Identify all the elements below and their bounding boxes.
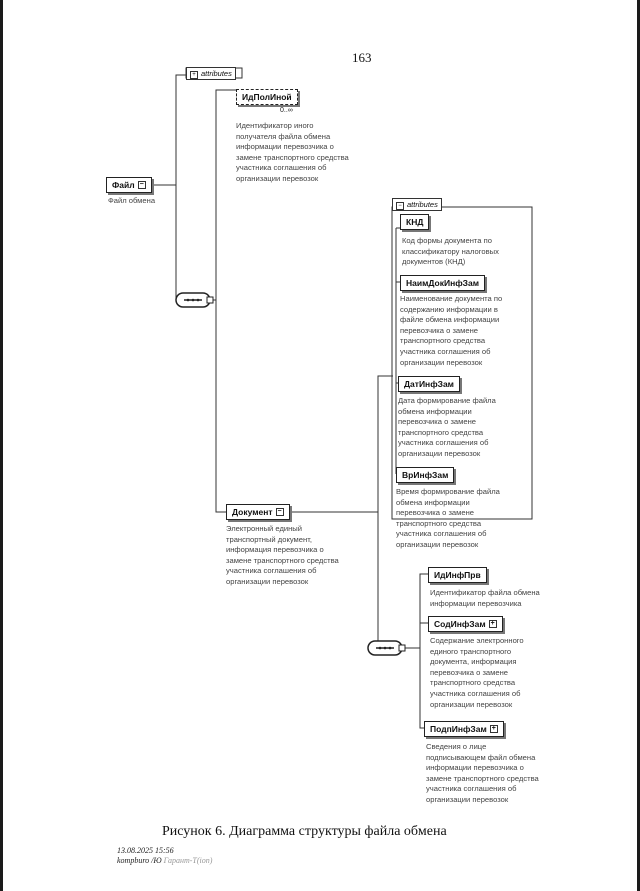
attribute-datinfzam[interactable] xyxy=(398,376,460,392)
element-dokument-label: Документ xyxy=(232,507,273,517)
expand-icon: + xyxy=(490,619,495,627)
element-dokument[interactable] xyxy=(226,504,290,520)
expand-icon: + xyxy=(491,724,496,732)
element-idpolinoy-label: ИдПолИной xyxy=(242,92,292,102)
attribute-datinfzam-label: ДатИнфЗам xyxy=(404,379,454,389)
stamp-user xyxy=(117,856,212,865)
occurrence-label: 0..∞ xyxy=(280,107,293,114)
attribute-naimdokinfzam-label: НаимДокИнфЗам xyxy=(406,278,480,288)
attribute-vrinfzam-description: Время формирование файла обмена информации перевозчика о замене транспортного средства участника соглашения об организации перевозок xyxy=(396,487,500,549)
element-idpolinoy-description: Идентификатор иного получателя файла обмена информации перевозчика о замене транспортного средства участника соглашения об организации перевозок xyxy=(236,121,349,183)
expand-icon: + xyxy=(190,71,198,79)
element-idinfprv[interactable] xyxy=(428,567,487,583)
element-idinfprv-description: Идентификатор файла обмена информации перевозчика xyxy=(430,588,540,608)
attribute-naimdokinfzam-description: Наименование документа по содержанию информации в файле обмена информации перевозчика о замене транспортного средства участника соглашения об организации перевозок xyxy=(400,294,503,367)
collapse-icon: − xyxy=(139,180,144,188)
element-sodinfzam[interactable] xyxy=(428,616,503,632)
element-fail-label: Файл xyxy=(112,180,135,190)
attribute-vrinfzam[interactable] xyxy=(396,467,454,483)
element-sodinfzam-description: Содержание электронного единого транспортного документа, информация перевозчика о замене транспортного средства участника соглашения об организации перевозок xyxy=(430,636,524,709)
element-podpinfzam-label: ПодпИнфЗам xyxy=(430,724,487,734)
element-sodinfzam-label: СодИнфЗам xyxy=(434,619,486,629)
collapse-icon: − xyxy=(277,507,282,515)
element-dokument-description: Электронный единый транспортный документ, информация перевозчика о замене транспортного средства участника соглашения об организации перевозок xyxy=(226,524,339,586)
attribute-knd-label: КНД xyxy=(406,217,424,227)
element-idpolinoy[interactable] xyxy=(236,89,298,105)
attribute-vrinfzam-label: ВрИнфЗам xyxy=(402,470,449,480)
element-fail[interactable] xyxy=(106,177,152,193)
figure-caption: Рисунок 6. Диаграмма структуры файла обмена xyxy=(162,824,447,839)
attribute-knd-description: Код формы документа по классификатору налоговых документов (КНД) xyxy=(402,236,499,267)
collapse-icon: − xyxy=(396,202,404,210)
stamp-user-name: kompburo /Ю xyxy=(117,856,162,865)
page-number: 163 xyxy=(352,50,372,65)
root-attributes-tab[interactable] xyxy=(186,67,236,80)
stamp-datetime: 13.08.2025 15:56 xyxy=(117,846,174,855)
attributes-label: attributes xyxy=(201,69,232,78)
attribute-knd[interactable] xyxy=(400,214,429,230)
element-fail-description: Файл обмена xyxy=(108,196,156,205)
element-podpinfzam-description: Сведения о лице подписывающем файл обмена информации перевозчика о замене транспортного средства участника соглашения об организации перевозок xyxy=(426,742,539,804)
element-podpinfzam[interactable] xyxy=(424,721,504,737)
element-idinfprv-label: ИдИнфПрв xyxy=(434,570,481,580)
attribute-datinfzam-description: Дата формирование файла обмена информации перевозчика о замене транспортного средства участника соглашения об организации перевозок xyxy=(398,396,496,458)
attribute-naimdokinfzam[interactable] xyxy=(400,275,485,291)
stamp-faint-text: Гарант-Т(ion) xyxy=(163,856,213,865)
attributes-label: attributes xyxy=(407,200,438,209)
dokument-attributes-tab[interactable] xyxy=(392,198,442,211)
